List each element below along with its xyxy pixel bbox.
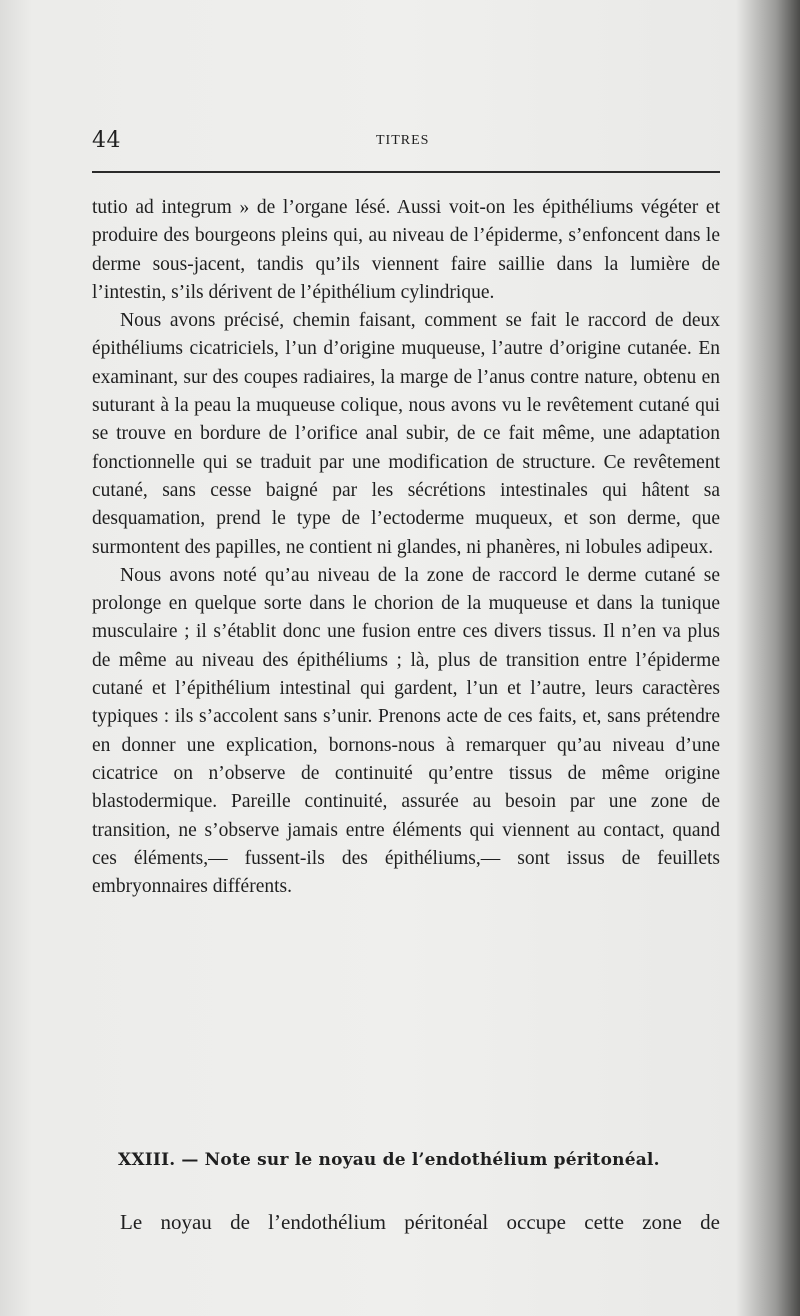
running-title: TITRES — [376, 133, 430, 148]
section-heading — [118, 1150, 720, 1170]
body-text — [92, 194, 720, 901]
page-header — [92, 128, 720, 158]
section-first-line: Le noyau de l’endothélium péritonéal occupe cette zone de — [120, 1210, 720, 1234]
section-title: — Note sur le noyau de l’endothélium péritonéal. — [181, 1150, 660, 1170]
paragraph: Nous avons précisé, chemin faisant, comment se fait le raccord de deux épithéliums cicatriciels, l’un d’origine muqueuse, l’autre d’origine cutanée. En examinant, sur des coupes radiaires, la marge de l’anus contre nature, obtenu en suturant à la peau la muqueuse colique, nous avons vu le revêtement cutané qui se trouve en bordure de l’orifice anal subir, de ce fait même, une adaptation fonctionnelle qui se traduit par une modification de structure. Ce revêtement cutané, sans cesse baigné par les sécrétions intestinales qui hâtent sa desquamation, prend le type de l’ectoderme muqueux, et son derme, que surmontent des papilles, ne contient ni glandes, ni phanères, ni lobules adipeux. — [92, 310, 720, 558]
section-number: XXIII. — [118, 1150, 176, 1170]
page-number: 44 — [92, 128, 121, 153]
paragraph: Nous avons noté qu’au niveau de la zone de raccord le derme cutané se prolonge en quelque sorte dans le chorion de la muqueuse et dans la tunique musculaire ; il s’établit donc une fusion entre ces divers tissus. Il n’en va plus de même au niveau des épithéliums ; là, plus de transition entre l’épiderme cutané et l’épithélium intestinal qui gardent, l’un et l’autre, leurs caractères typiques : ils s’accolent sans s’unir. Prenons acte de ces faits, et, sans prétendre en donner une explication, bornons-nous à remarquer qu’au niveau d’une cicatrice on n’observe de continuité qu’entre tissus de même origine blastodermique. Pareille continuité, assurée au besoin par une zone de transition, ne s’observe jamais entre éléments qui viennent au contact, quand ces éléments,— fussent-ils des épithéliums,— sont issus de feuillets embryonnaires différents. — [92, 564, 720, 898]
header-rule — [92, 171, 720, 173]
paragraph-continued: tutio ad integrum » de l’organe lésé. Aussi voit-on les épithéliums végéter et produire des bourgeons pleins qui, au niveau de l’épiderme, s’enfoncent dans le derme sous-jacent, tandis qu’ils viennent faire saillie dans la lumière de l’intestin, s’ils dérivent de l’épithélium cylindrique. — [92, 197, 720, 303]
